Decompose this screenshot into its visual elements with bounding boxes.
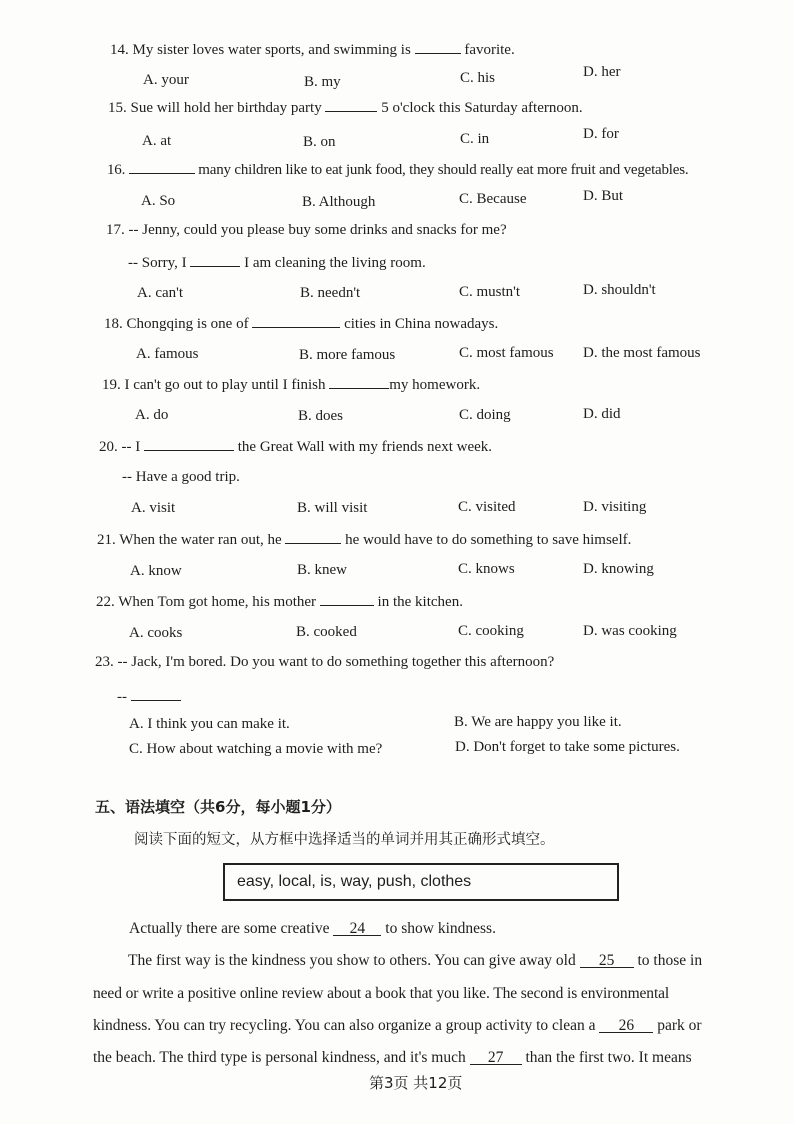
passage-text: The first way is the kindness you show to others. You can give away old [128,952,576,969]
option-b: B. Although [302,194,376,210]
blank-number: 25 [598,952,615,969]
question-17 [106,221,507,239]
passage-line-4 [93,1017,702,1035]
passage-line-1 [129,920,496,938]
answer-blank [129,160,195,174]
blank-26 [599,1019,653,1033]
question-stem-end: 5 o'clock this Saturday afternoon. [381,100,583,116]
passage-text: to those in [637,952,703,969]
option-b: B. will visit [297,500,368,516]
question-number: 16. [107,162,126,178]
question-17-reply [128,253,426,272]
blank-24 [333,922,381,936]
option-a: A. know [130,563,182,579]
option-c: C. in [460,131,490,147]
option-a: A. So [141,193,176,209]
passage-line-2 [128,952,702,970]
answer-blank [144,437,234,451]
passage-text: the beach. The third type is personal kindness, and it's much [93,1049,466,1066]
question-20 [99,437,492,456]
option-c: C. How about watching a movie with me? [129,741,383,757]
question-stem: When Tom got home, his mother [118,594,317,610]
answer-blank [285,530,341,544]
answer-blank [415,40,461,54]
question-stem-end: my homework. [389,377,481,393]
question-stem: My sister loves water sports, and swimming is [132,42,411,58]
question-stem-end: the Great Wall with my friends next week. [237,439,493,455]
option-c: C. knows [458,561,515,577]
passage-text: to show kindness. [385,920,496,937]
option-d: D. was cooking [583,623,677,639]
option-d: D. her [583,64,621,80]
question-20-reply: -- Have a good trip. [122,469,240,485]
question-number: 21. [97,532,116,548]
question-stem: many children like to eat junk food, they should really eat more fruit and vegetables. [198,162,689,178]
option-d: D. But [583,188,624,204]
option-c: C. his [460,70,496,86]
question-stem-end: cities in China nowadays. [344,316,499,332]
word-box-words: easy, local, is, way, push, clothes [237,873,472,890]
reply-start: -- [117,689,127,705]
option-b: B. my [304,74,341,90]
option-d: D. visiting [583,499,647,515]
reply-start: -- Sorry, I [128,255,187,271]
option-c: C. Because [459,191,527,207]
question-number: 17. [106,222,125,238]
question-15 [108,98,583,117]
option-c: C. mustn't [459,284,521,300]
option-a: A. can't [137,285,184,301]
question-stem-end: in the kitchen. [377,594,463,610]
option-d: D. shouldn't [583,282,656,298]
option-b: B. knew [297,562,347,578]
option-b: B. more famous [299,347,396,363]
option-a: A. I think you can make it. [129,716,290,732]
option-b: B. cooked [296,624,357,640]
blank-25 [580,954,634,968]
question-stem: Sue will hold her birthday party [130,100,322,116]
passage-text: kindness. You can try recycling. You can also organize a group activity to clean a [93,1017,596,1034]
question-19 [102,375,480,394]
question-stem: Chongqing is one of [126,316,249,332]
answer-blank [190,253,240,267]
question-stem: When the water ran out, he [119,532,282,548]
option-c: C. visited [458,499,516,515]
question-23 [95,653,554,671]
answer-blank [252,314,340,328]
question-number: 18. [104,316,123,332]
option-d: D. knowing [583,561,654,577]
passage-text: park or [657,1017,702,1034]
reply-end: I am cleaning the living room. [244,255,426,271]
answer-blank [329,375,389,389]
option-a: A. visit [131,500,176,516]
page-footer: 第3页 共12页 [369,1074,463,1092]
question-stem-end: favorite. [464,42,515,58]
question-21 [97,530,631,549]
question-number: 14. [110,42,129,58]
option-a: A. do [135,407,169,423]
blank-number: 27 [487,1049,504,1066]
question-stem: -- I [121,439,141,455]
passage-text: than the first two. It means [525,1049,692,1066]
option-c: C. cooking [458,623,524,639]
option-b: B. We are happy you like it. [454,714,622,730]
option-d: D. for [583,126,619,142]
question-number: 22. [96,594,115,610]
passage-text: Actually there are some creative [129,920,330,937]
question-number: 23. [95,654,114,670]
option-b: B. does [298,408,343,424]
option-a: A. famous [136,346,199,362]
option-d: D. Don't forget to take some pictures. [455,739,680,755]
option-a: A. at [142,133,172,149]
option-a: A. your [143,72,189,88]
passage-line-5 [93,1049,692,1067]
section-instruction: 阅读下面的短文，从方框中选择适当的单词并用其正确形式填空。 [134,832,555,848]
option-d: D. the most famous [583,345,701,361]
question-22 [96,592,463,611]
word-box [223,863,619,901]
answer-blank [325,98,377,112]
blank-number: 26 [618,1017,635,1034]
option-b: B. needn't [300,285,361,301]
option-a: A. cooks [129,625,183,641]
section-heading: 五、语法填空（共6分，每小题1分） [95,798,341,816]
answer-blank [320,592,374,606]
question-stem: -- Jenny, could you please buy some drinks and snacks for me? [128,222,507,238]
question-14 [110,40,515,59]
answer-blank [131,687,181,701]
blank-27 [470,1051,522,1065]
question-number: 15. [108,100,127,116]
question-number: 19. [102,377,121,393]
question-stem: -- Jack, I'm bored. Do you want to do something together this afternoon? [117,654,555,670]
question-16 [107,160,688,179]
option-c: C. most famous [459,345,554,361]
question-stem-end: he would have to do something to save himself. [345,532,632,548]
question-23-reply [117,687,181,706]
option-c: C. doing [459,407,511,423]
passage-line-3: need or write a positive online review about a book that you like. The second is environmental [93,985,670,1002]
question-stem: I can't go out to play until I finish [124,377,326,393]
question-number: 20. [99,439,118,455]
option-b: B. on [303,134,336,150]
option-d: D. did [583,406,621,422]
blank-number: 24 [349,920,366,937]
question-18 [104,314,498,333]
